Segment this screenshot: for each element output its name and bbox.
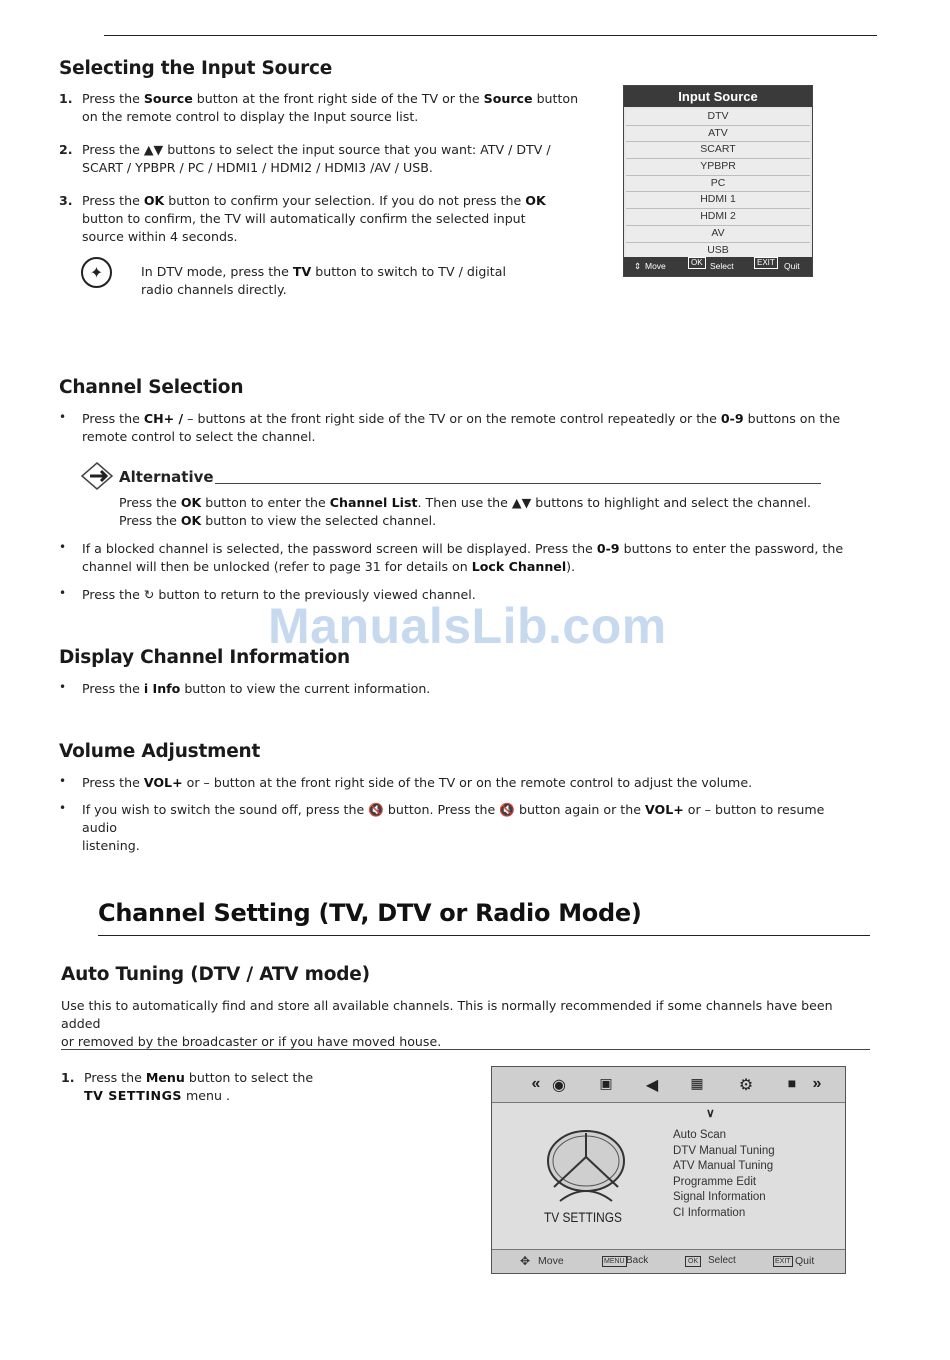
text: Press the	[82, 193, 144, 208]
osd-item-hdmi2[interactable]: HDMI 2	[626, 209, 810, 226]
osd-item-av[interactable]: AV	[626, 226, 810, 243]
quit-hint: Quit	[795, 1255, 815, 1267]
bold-text: TV	[292, 264, 312, 279]
section-title-display-channel-info: Display Channel Information	[59, 647, 350, 668]
bold-text: Source	[143, 91, 193, 106]
section-rule	[61, 1049, 870, 1050]
text: button to confirm, the TV will automatically confirm the selected input	[82, 211, 526, 226]
bold-text: i Info	[143, 681, 181, 696]
osd-footer	[624, 257, 812, 276]
text: radio channels directly.	[141, 282, 287, 297]
channel-selection-bullet-1	[82, 410, 862, 446]
step-number: 1.	[59, 91, 73, 106]
grid-icon[interactable]: ▦	[690, 1075, 704, 1091]
lock-icon[interactable]: ■	[787, 1075, 797, 1091]
header-rule	[104, 35, 877, 36]
bold-text: 0-9	[596, 541, 620, 556]
bold-text: OK	[143, 193, 165, 208]
text: – buttons at the front right side of the TV or on the remote control repeatedly or the	[183, 411, 721, 426]
text: Press the	[119, 495, 181, 510]
tv-settings-menu	[673, 1128, 775, 1221]
bold-text: OK	[180, 495, 202, 510]
alternative-label: Alternative	[119, 468, 214, 486]
section-title-auto-tuning: Auto Tuning (DTV / ATV mode)	[61, 964, 370, 985]
step-2	[59, 141, 589, 177]
step-number: 1.	[61, 1070, 75, 1085]
bullet-dot: •	[59, 540, 67, 554]
osd-item-dtv[interactable]: DTV	[626, 109, 810, 126]
satellite-dish-graphic-icon	[544, 1129, 629, 1203]
back-hint: Back	[626, 1255, 649, 1266]
text: button	[532, 91, 579, 106]
chevron-right-icon[interactable]: »	[812, 1075, 822, 1092]
tv-settings-label: TV SETTINGS	[544, 1210, 622, 1225]
bold-text: VOL+	[143, 775, 183, 790]
menu-item-auto-scan[interactable]: Auto Scan	[673, 1129, 727, 1141]
text: source within 4 seconds.	[82, 229, 238, 244]
move-arrows-icon: ✥	[520, 1254, 531, 1268]
move-hint: Move	[645, 261, 666, 271]
text: or – button at the front right side of the TV or on the remote control to adjust the volume.	[182, 775, 753, 790]
step-number: 3.	[59, 193, 73, 208]
bullet-dot: •	[59, 801, 67, 815]
channel-selection-bullet-3: Press the ↻ button to return to the previously viewed channel.	[82, 587, 476, 602]
text: If you wish to switch the sound off, press the 🔇 button. Press the 🔇 button again or the	[82, 802, 645, 817]
text: listening.	[82, 838, 140, 853]
text: buttons to enter the password, the	[619, 541, 844, 556]
menu-item-signal-information[interactable]: Signal Information	[673, 1191, 766, 1203]
text: Press the	[119, 513, 181, 528]
bold-text: CH+ /	[143, 411, 184, 426]
step-1	[59, 90, 589, 126]
text: Press the	[82, 681, 144, 696]
text: button to select the	[184, 1070, 314, 1085]
text: on the remote control to display the Input source list.	[82, 109, 419, 124]
menu-key-icon: MENU	[604, 1258, 625, 1265]
menu-item-dtv-manual-tuning[interactable]: DTV Manual Tuning	[673, 1144, 775, 1157]
bold-text: 0-9	[720, 411, 744, 426]
text: SCART / YPBPR / PC / HDMI1 / HDMI2 / HDMI3 /AV / USB.	[82, 160, 433, 175]
menu-item-programme-edit[interactable]: Programme Edit	[673, 1175, 757, 1188]
alternative-rule	[215, 483, 821, 484]
bullet-dot: •	[59, 774, 67, 788]
text: . Then use the ▲▼ buttons to highlight and select the channel.	[417, 495, 812, 510]
osd-item-atv[interactable]: ATV	[626, 126, 810, 143]
section-title-channel-selection: Channel Selection	[59, 377, 244, 398]
osd-title: Input Source	[624, 86, 812, 107]
text: menu .	[182, 1088, 230, 1103]
satellite-dish-icon[interactable]: ◉	[552, 1077, 566, 1094]
bullet-dot: •	[59, 680, 67, 694]
text: Press the	[84, 1070, 146, 1085]
osd-item-usb[interactable]: USB	[626, 243, 810, 259]
bold-text: Lock Channel	[471, 559, 567, 574]
speaker-icon[interactable]: ◀	[645, 1077, 659, 1094]
bold-text: OK	[525, 193, 546, 208]
select-hint: Select	[710, 261, 734, 271]
text: buttons on the	[743, 411, 841, 426]
auto-tuning-step-1	[61, 1069, 361, 1105]
text: remote control to select the channel.	[82, 429, 316, 444]
osd-item-hdmi1[interactable]: HDMI 1	[626, 192, 810, 209]
text: or – button to resume audio	[82, 802, 825, 835]
text: button to view the current information.	[180, 681, 431, 696]
bold-text: Menu	[145, 1070, 185, 1085]
text: button to enter the	[201, 495, 330, 510]
text: Press the	[82, 411, 144, 426]
text: If a blocked channel is selected, the password screen will be displayed. Press the	[82, 541, 597, 556]
chapter-rule	[98, 935, 870, 936]
text: button to confirm your selection. If you do not press the	[164, 193, 526, 208]
input-source-steps	[59, 90, 589, 340]
text: In DTV mode, press the	[141, 264, 293, 279]
section-title-input-source: Selecting the Input Source	[59, 58, 333, 79]
gear-icon[interactable]: ⚙	[738, 1077, 754, 1094]
exit-key-icon: EXIT	[775, 1258, 791, 1265]
text: Press the	[82, 91, 144, 106]
exit-key-icon: EXIT	[754, 257, 778, 269]
move-hint: Move	[538, 1255, 564, 1267]
step-3	[59, 192, 589, 246]
text: Press the ▲▼ buttons to select the input source that you want: ATV / DTV /	[82, 142, 551, 157]
text: Use this to automatically find and store all available channels. This is normally recommended if some channels have been added	[61, 998, 833, 1031]
osd-list	[626, 109, 810, 258]
text: button to view the selected channel.	[201, 513, 437, 528]
section-title-volume: Volume Adjustment	[59, 741, 261, 762]
osd-item-scart[interactable]: SCART	[626, 142, 810, 159]
display-info-bullet	[82, 680, 862, 698]
tv-settings-footer	[492, 1249, 845, 1273]
step-number: 2.	[59, 142, 73, 157]
osd-icon-bar	[492, 1067, 845, 1103]
alternative-arrow-icon	[80, 461, 114, 491]
select-hint: Select	[708, 1255, 736, 1266]
bold-text: TV SETTINGS	[84, 1088, 182, 1103]
watermark: ManualsLib.com	[268, 598, 667, 654]
chevron-down-icon: ∨	[706, 1106, 715, 1120]
bold-text: Channel List	[329, 495, 418, 510]
ok-key-icon: OK	[685, 1256, 701, 1267]
text: button to switch to TV / digital	[311, 264, 506, 279]
quit-hint: Quit	[784, 261, 800, 271]
alternative-text	[119, 494, 839, 530]
chevron-left-icon[interactable]: «	[531, 1075, 541, 1092]
tv-settings-osd	[491, 1066, 846, 1274]
volume-bullet-1	[82, 774, 862, 792]
bold-text: OK	[180, 513, 202, 528]
dtv-note	[141, 263, 541, 299]
text: channel will then be unlocked (refer to page 31 for details on	[82, 559, 472, 574]
ok-key-icon: OK	[688, 257, 706, 269]
menu-item-atv-manual-tuning[interactable]: ATV Manual Tuning	[673, 1160, 774, 1172]
input-source-osd	[623, 85, 813, 277]
text: ).	[566, 559, 576, 574]
osd-item-pc[interactable]: PC	[626, 176, 810, 193]
text: or removed by the broadcaster or if you have moved house.	[61, 1034, 442, 1049]
up-down-arrow-icon: ⇕	[634, 261, 642, 271]
picture-icon[interactable]: ▣	[599, 1075, 613, 1091]
text: button at the front right side of the TV or the	[192, 91, 484, 106]
bullet-dot: •	[59, 586, 67, 600]
bold-text: VOL+	[644, 802, 684, 817]
auto-tuning-intro	[61, 997, 871, 1051]
osd-item-ypbpr[interactable]: YPBPR	[626, 159, 810, 176]
bold-text: Source	[483, 91, 533, 106]
note-pin-icon: ✦	[81, 257, 112, 288]
menu-item-ci-information[interactable]: CI Information	[673, 1206, 746, 1219]
channel-selection-bullet-2	[82, 540, 862, 576]
volume-bullet-2	[82, 801, 862, 855]
text: Press the	[82, 775, 144, 790]
chapter-title: Channel Setting (TV, DTV or Radio Mode)	[98, 899, 642, 927]
bullet-dot: •	[59, 410, 67, 424]
